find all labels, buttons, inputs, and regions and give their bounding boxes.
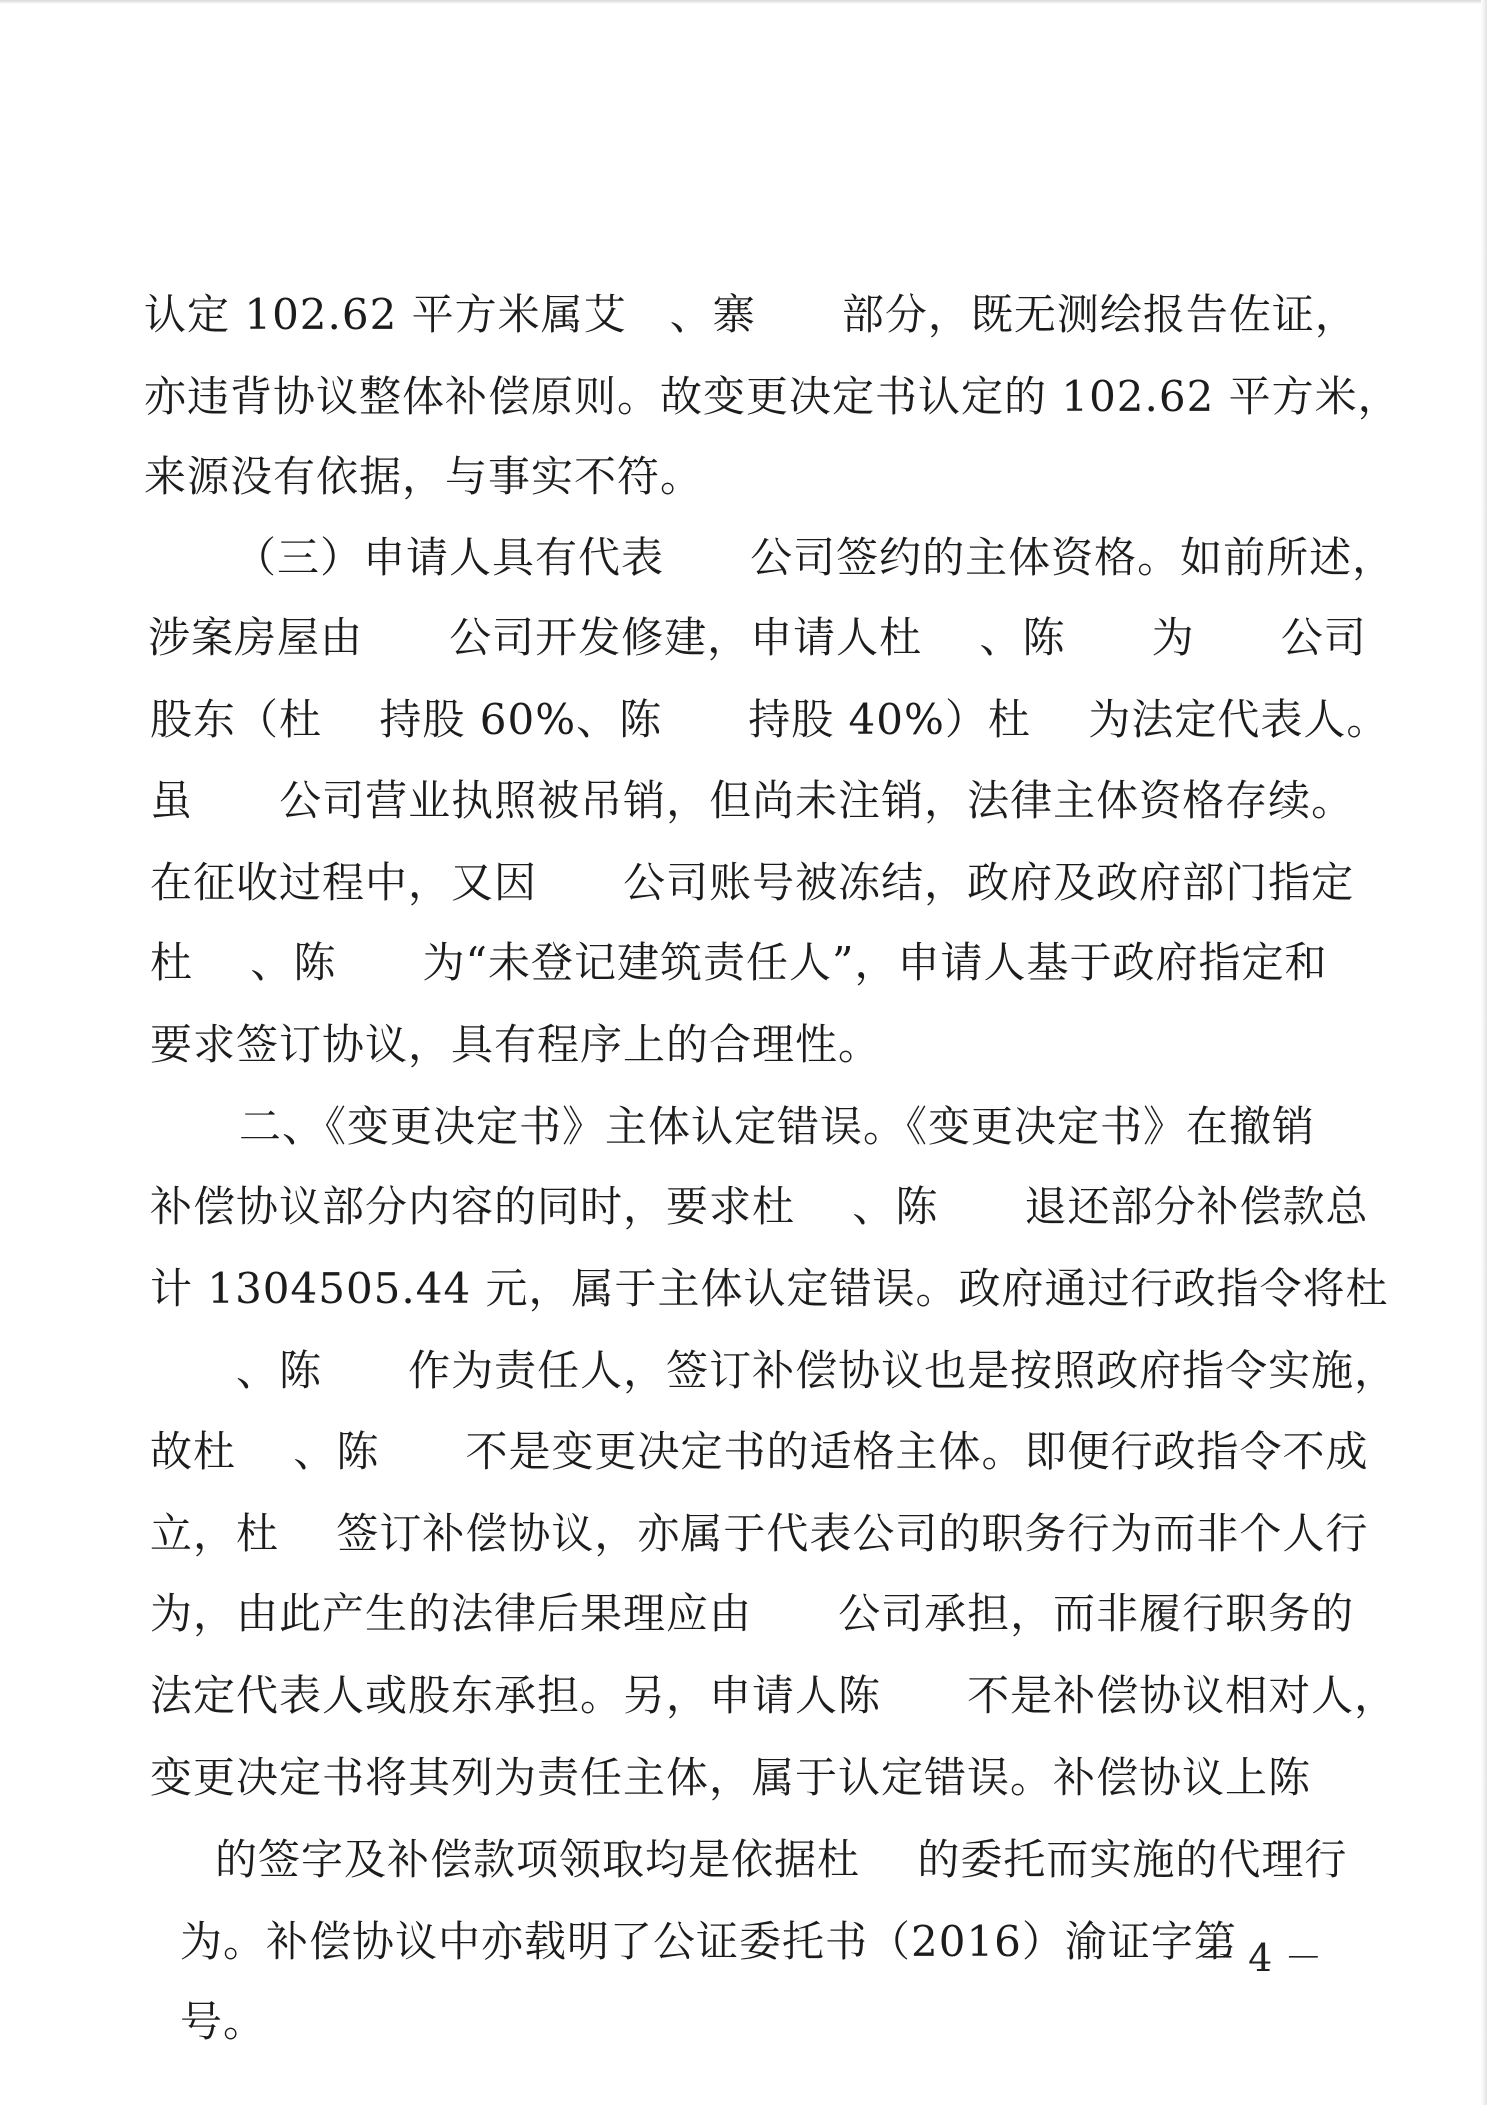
text-line: 要求签订协议，具有程序上的合理性。	[150, 1020, 882, 1069]
text-line: 变更决定书将其列为责任主体，属于认定错误。补偿协议上陈	[150, 1753, 1312, 1802]
page-number: － 4 －	[1198, 1936, 1323, 1980]
text-line: 杜 、陈 为“未登记建筑责任人”，申请人基于政府指定和	[150, 938, 1328, 987]
text-line: 亦违背协议整体补偿原则。故变更决定书认定的 102.62 平方米，	[144, 372, 1401, 421]
text-line: 计 1304505.44 元，属于主体认定错误。政府通过行政指令将杜	[150, 1264, 1389, 1313]
text-line: 在征收过程中，又因 公司账号被冻结，政府及政府部门指定	[150, 858, 1355, 907]
text-line: 二、《变更决定书》主体认定错误。《变更决定书》在撤销	[239, 1102, 1316, 1151]
text-line: 股东（杜 持股 60%、陈 持股 40%）杜 为法定代表人。	[150, 695, 1390, 744]
text-line: 为，由此产生的法律后果理应由 公司承担，而非履行职务的	[150, 1589, 1355, 1638]
text-line: 故杜 、陈 不是变更决定书的适格主体。即便行政指令不成	[150, 1427, 1369, 1476]
scan-top-edge	[0, 0, 1487, 4]
text-line: 涉案房屋由 公司开发修建，申请人杜 、陈 为 公司	[148, 613, 1367, 662]
text-line: 来源没有依据，与事实不符。	[144, 452, 704, 501]
text-line: 的签字及补偿款项领取均是依据杜 的委托而实施的代理行	[215, 1835, 1348, 1884]
text-line: 立，杜 签订补偿协议，亦属于代表公司的职务行为而非个人行	[150, 1509, 1369, 1558]
text-line: 号。	[180, 1997, 267, 2046]
text-line: 为。补偿协议中亦载明了公证委托书（2016）渝证字第	[180, 1917, 1237, 1966]
text-line: （三）申请人具有代表 公司签约的主体资格。如前所述，	[234, 533, 1396, 582]
text-line: 补偿协议部分内容的同时，要求杜 、陈 退还部分补偿款总	[150, 1182, 1369, 1231]
text-line: 法定代表人或股东承担。另，申请人陈 不是补偿协议相对人，	[150, 1671, 1398, 1720]
text-line: 、陈 作为责任人，签订补偿协议也是按照政府指令实施，	[236, 1346, 1398, 1395]
text-line: 虽 公司营业执照被吊销，但尚未注销，法律主体资格存续。	[150, 776, 1355, 825]
text-line: 认定 102.62 平方米属艾 、寨 部分，既无测绘报告佐证，	[144, 290, 1358, 339]
